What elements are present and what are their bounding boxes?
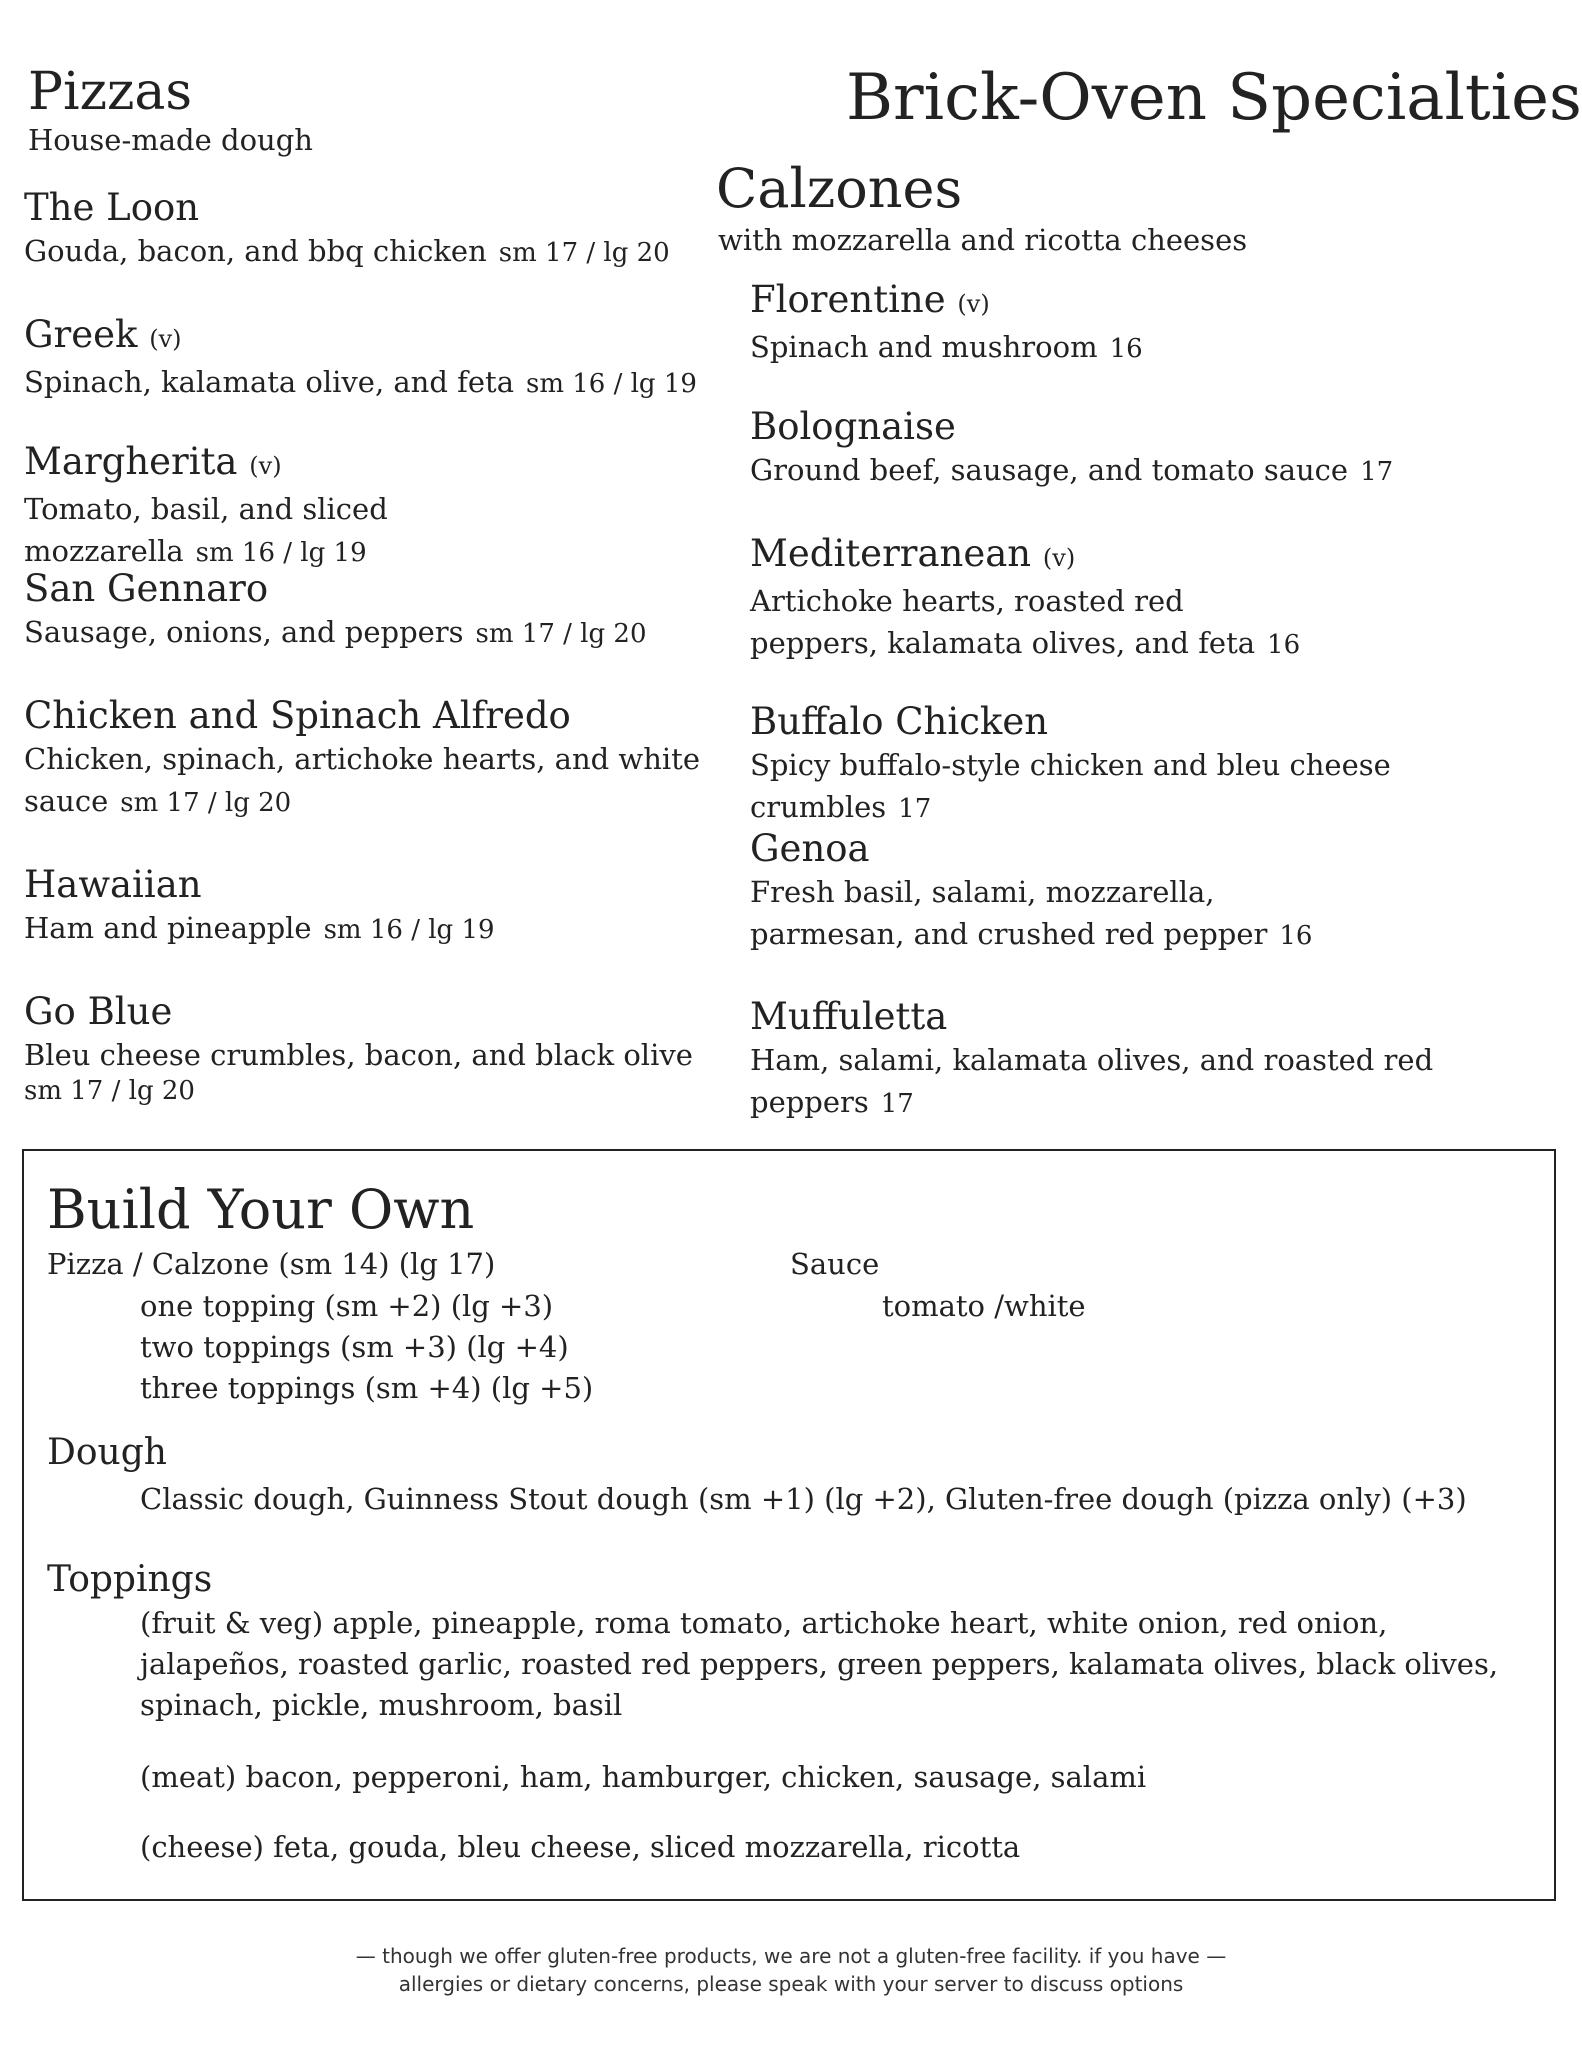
menu-item	[24, 440, 714, 574]
item-description: Ground beef, sausage, and tomato sauce 17	[750, 453, 1394, 487]
item-description: Spinach, kalamata olive, and feta sm 16 / lg 19	[24, 365, 697, 399]
page-title: Brick-Oven Specialties	[846, 61, 1582, 135]
item-name: The Loon	[24, 186, 200, 229]
item-description: Ham and pineapple sm 16 / lg 19	[24, 911, 495, 945]
menu-item	[750, 827, 1370, 957]
item-description: Spicy buffalo-style chicken and bleu cheese crumbles 17	[750, 748, 1391, 824]
item-description: Ham, salami, kalamata olives, and roasted red peppers 17	[750, 1043, 1434, 1119]
calzones-title: Calzones	[716, 157, 963, 220]
item-price: 16	[1109, 334, 1143, 364]
build-your-own-title: Build Your Own	[47, 1178, 475, 1241]
item-description: Gouda, bacon, and bbq chicken sm 17 / lg 20	[24, 234, 670, 268]
item-description: Sausage, onions, and peppers sm 17 / lg 20	[24, 615, 647, 649]
byo-option: two toppings (sm +3) (lg +4)	[140, 1330, 569, 1364]
item-price: sm 16 / lg 19	[525, 369, 697, 399]
footer-notice-line-1: — though we offer gluten-free products, we are not a gluten-free facility. if you have —	[355, 1944, 1227, 1968]
byo-base-price: Pizza / Calzone (sm 14) (lg 17)	[47, 1247, 496, 1281]
footer-notice-line-2: allergies or dietary concerns, please speak with your server to discuss options	[398, 1972, 1184, 1996]
item-price: 16	[1267, 630, 1301, 660]
menu-item	[24, 694, 714, 824]
item-name: Bolognaise	[750, 405, 956, 448]
item-name: Margherita (v)	[24, 440, 282, 483]
item-price: 17	[1360, 457, 1394, 487]
toppings-label: Toppings	[47, 1559, 213, 1600]
dough-label: Dough	[47, 1432, 167, 1473]
vegetarian-tag: (v)	[1042, 544, 1076, 572]
item-name: San Gennaro	[24, 567, 269, 610]
menu-item	[750, 405, 1560, 493]
item-name: Hawaiian	[24, 863, 202, 906]
menu-item	[750, 700, 1560, 830]
item-name: Florentine (v)	[750, 278, 990, 321]
item-description: Chicken, spinach, artichoke hearts, and white sauce sm 17 / lg 20	[24, 742, 700, 818]
item-price: 16	[1279, 921, 1313, 951]
item-price: sm 17 / lg 20	[475, 619, 647, 649]
sauce-label: Sauce	[790, 1247, 880, 1281]
menu-item	[750, 278, 1560, 370]
menu-item	[24, 313, 714, 405]
item-description: Artichoke hearts, roasted red peppers, kalamata olives, and feta 16	[750, 584, 1301, 660]
toppings-fruit-veg: (fruit & veg) apple, pineapple, roma tomato, artichoke heart, white onion, red onion, jalapeños, roasted garlic, roasted red peppers, green peppers, kalamata olives, black olives, spinach, pickle, mushroom, basil	[140, 1606, 1499, 1722]
menu-item	[750, 532, 1320, 666]
toppings-meat: (meat) bacon, pepperoni, ham, hamburger, chicken, sausage, salami	[140, 1760, 1147, 1794]
item-name: Go Blue	[24, 990, 173, 1033]
item-price: sm 16 / lg 19	[195, 538, 367, 568]
item-description: Tomato, basil, and sliced mozzarella sm 16 / lg 19	[24, 492, 388, 568]
item-name: Greek (v)	[24, 313, 182, 356]
item-price: sm 17 / lg 20	[24, 1076, 195, 1106]
toppings-cheese: (cheese) feta, gouda, bleu cheese, sliced mozzarella, ricotta	[140, 1830, 1021, 1864]
item-description: Fresh basil, salami, mozzarella, parmesan, and crushed red pepper 16	[750, 875, 1313, 951]
menu-item	[24, 186, 714, 274]
pizzas-title: Pizzas	[28, 62, 193, 122]
vegetarian-tag: (v)	[957, 290, 990, 318]
item-price: 17	[880, 1089, 914, 1119]
menu-item	[750, 995, 1560, 1125]
menu-item	[24, 567, 714, 655]
pizzas-subtitle: House-made dough	[28, 123, 313, 157]
calzones-subtitle: with mozzarella and ricotta cheeses	[718, 223, 1248, 257]
item-description: Bleu cheese crumbles, bacon, and black olive	[24, 1038, 693, 1072]
item-name: Muffuletta	[750, 995, 948, 1038]
item-name: Mediterranean (v)	[750, 532, 1076, 575]
item-price: sm 16 / lg 19	[323, 915, 495, 945]
item-price: sm 17 / lg 20	[120, 788, 292, 818]
item-name: Genoa	[750, 827, 870, 870]
dough-options: Classic dough, Guinness Stout dough (sm +1) (lg +2), Gluten-free dough (pizza only) (+3)	[140, 1482, 1467, 1516]
menu-item	[24, 863, 714, 951]
item-price: sm 17 / lg 20	[498, 238, 670, 268]
vegetarian-tag: (v)	[249, 452, 282, 480]
byo-option: one topping (sm +2) (lg +3)	[140, 1289, 554, 1323]
item-name: Buffalo Chicken	[750, 700, 1049, 743]
item-price: 17	[898, 794, 932, 824]
menu-item	[24, 990, 714, 1106]
vegetarian-tag: (v)	[149, 325, 182, 353]
sauce-options: tomato /white	[882, 1289, 1086, 1323]
byo-option: three toppings (sm +4) (lg +5)	[140, 1371, 594, 1405]
item-description: Spinach and mushroom 16	[750, 330, 1143, 364]
item-name: Chicken and Spinach Alfredo	[24, 694, 571, 737]
